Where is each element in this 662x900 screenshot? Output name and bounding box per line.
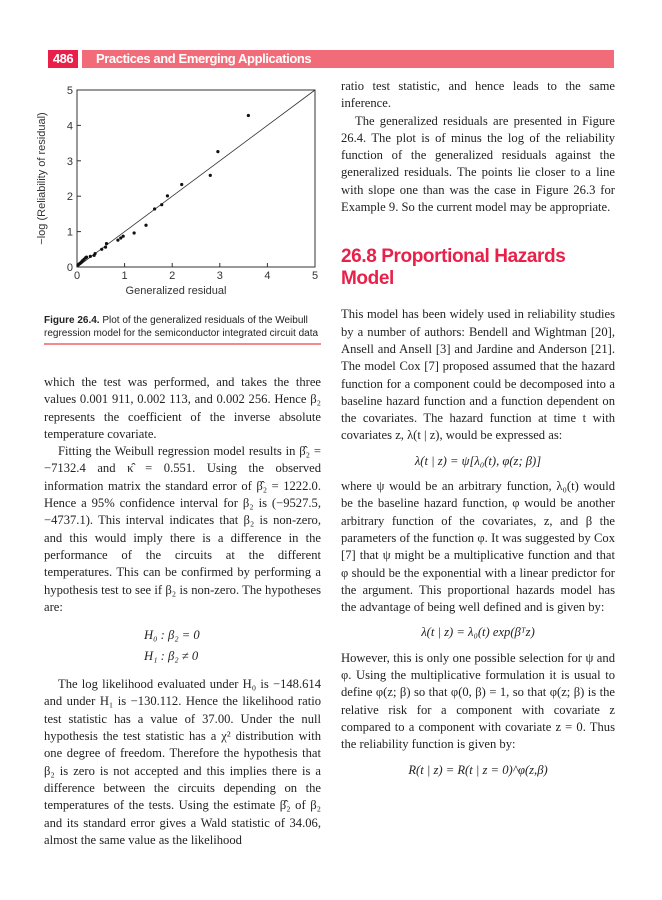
y-tick-label: 0 [66,262,73,274]
right-column [341,78,615,787]
figure-caption [44,314,322,340]
data-point [247,114,250,117]
reference-line [77,90,315,267]
equation: λ(t | z) = ψ[λ₀(t), φ(z; β)] [414,453,542,468]
page-number: 486 [48,50,78,68]
y-tick-label: 1 [66,226,73,239]
y-tick-label: 4 [66,120,73,133]
data-point [166,194,169,197]
x-axis-label: Generalized residual [125,285,227,297]
y-tick-label: 5 [66,85,73,97]
data-point [89,255,92,258]
paragraph: However, this is only one possible selection for ψ and φ. Using the multiplicative formulation it is usual to define φ(z; β) so that φ(0, β) = 1, so that φ(z; β) is the relative risk for a component with covariate z compared to a component with covariate z = 0. Thus the reliability function is given by: [341,650,615,752]
data-point [116,238,119,241]
data-point [180,183,183,186]
figure-caption-text: Plot of the generalized residuals of the Weibull regression model for the semiconductor integrated circuit data [44,315,319,339]
data-point [93,252,96,255]
y-axis-label: −log (Reliability of residual) [36,112,48,245]
data-point [144,224,147,227]
x-tick-label: 0 [73,270,81,282]
left-column [44,374,321,849]
figure-label: Figure 26.4. [44,315,100,326]
paragraph: The log likelihood evaluated under H₀ is −148.614 and under H₁ is −130.112. Hence the likelihood ratio test statistic has a value of 37.00. Under the null hypothesis the test statistic has a χ² distribution with one degree of freedom. Therefore the hypothesis that β₂ is zero is not accepted and this implies there is a difference between the circuits depending on the temperatures of the tests. Using the estimate β̂₂ of β₂ and its standard error gives a Wald statistic of 34.06, almost the same value as the likelihood [44,677,321,847]
data-point [160,203,163,206]
x-tick-label: 3 [216,270,223,282]
x-tick-label: 2 [169,270,176,282]
x-tick-label: 5 [311,270,319,282]
y-tick-label: 2 [66,191,73,204]
y-tick-label: 3 [66,155,73,168]
data-point [133,231,136,234]
data-point [85,255,88,258]
data-point [153,207,156,210]
equation: λ(t | z) = λ₀(t) exp(βᵀz) [421,625,535,640]
data-point [104,246,107,249]
data-point [105,242,108,245]
paragraph: which the test was performed, and takes the three values 0.001 911, 0.002 113, and 0.002 256. Hence β₂ represents the coefficient of the inverse absolute temperature covariate. [44,375,321,441]
caption-rule [44,343,321,345]
data-point [122,235,125,238]
residual-plot [30,80,330,305]
paragraph: ratio test statistic, and hence leads to the same inference. [341,79,615,111]
data-point [216,150,219,153]
hypothesis-h0: H₀ : β₂ = 0 [144,628,200,643]
data-point [209,174,212,177]
hypothesis-h1: H₁ : β₂ ≠ 0 [144,649,199,664]
equation: R(t | z) = R(t | z = 0)^φ(z,β) [408,762,548,777]
running-title: Practices and Emerging Applications [82,50,614,68]
x-tick-label: 4 [264,270,271,282]
paragraph: Fitting the Weibull regression model results in β̂₂ = −7132.4 and κ̂ = 0.551. Using the observed information matrix the standard error of β̂₂ = 1222.0. Hence a 95% confidence interval for β₂ is (−9527.5, −4737.1). This interval indicates that β₂ is non-zero, and this would imply there is a difference in the performance of the circuits at the different temperatures. This can be confirmed by performing a hypothesis test to see if β₂ is non-zero. The hypotheses are: [44,444,321,614]
x-tick-label: 1 [121,270,128,282]
paragraph: where ψ would be an arbitrary function, λ₀(t) would be the baseline hazard function, φ would be another arbitrary function of the covariates, z, and β the parameters of the function φ. It was suggested by Cox [7] that ψ might be a multiplicative function and that φ should be the exponential with a linear predictor for the argument. This proportional hazards model has the advantage of being well defined and is given by: [341,479,615,615]
data-point [100,248,103,251]
paragraph: This model has been widely used in reliability studies by a number of authors: Bendell and Wightman [20], Ansell and Ansell [3] and Jardine and Anderson [21]. The model Cox [7] proposed assumed that the hazard function for a component could be decomposed into a baseline hazard function and a function dependent on the covariates. The hazard function at time t with covariates z, λ(t | z), would be expressed as: [341,307,615,443]
paragraph: The generalized residuals are presented in Figure 26.4. The plot is of minus the log of the reliability function of the generalized residuals against the generalized residuals. The points lie closer to a line with slope one than was the case in Figure 26.3 for Example 9. So the current model may be appropriate. [341,113,615,215]
section-heading: 26.8 Proportional Hazards Model [341,246,566,290]
